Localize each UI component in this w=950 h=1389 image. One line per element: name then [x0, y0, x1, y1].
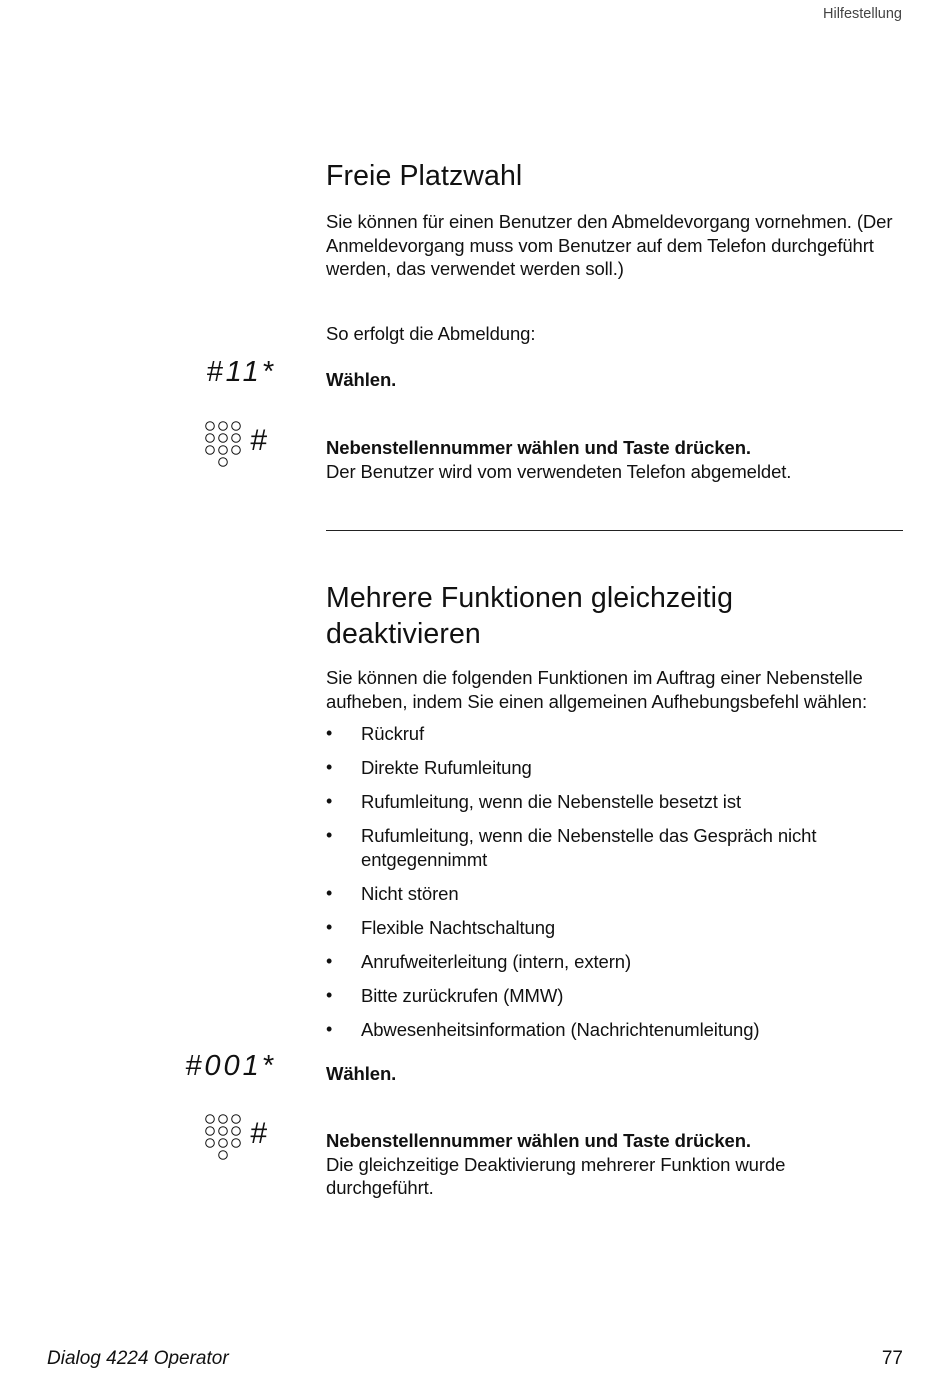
list-item: [326, 916, 916, 940]
hash-key-symbol: #: [250, 424, 267, 457]
dial-code-logout: #11*: [206, 356, 276, 388]
section-divider: [326, 530, 903, 531]
list-item: [326, 824, 916, 871]
list-item-text: Rückruf: [361, 723, 425, 744]
header-section-label: Hilfestellung: [823, 6, 902, 22]
list-item: [326, 722, 916, 746]
section-title-mehrere-funktionen: Mehrere Funktionen gleichzeitig deaktivieren: [326, 582, 734, 650]
keypad-icon: [203, 1113, 239, 1161]
dial-code-cancel-all: #001*: [185, 1050, 276, 1082]
section1-intro: Sie können für einen Benutzer den Abmeldevorgang vornehmen. (Der Anmeldevorgang muss vom Benutzer auf dem Telefon durchgeführt werden, das verwendet werden soll.): [326, 211, 893, 279]
list-item-text: Nicht stören: [361, 882, 459, 904]
list-item-text: Bitte zurückrufen (MMW): [361, 984, 564, 1006]
list-item-text: Anrufweiterleitung (intern, extern): [361, 950, 632, 972]
section1-step2: [326, 436, 916, 483]
bullet-dot: •: [326, 916, 333, 937]
list-item-text: Rufumleitung, wenn die Nebenstelle besetzt ist: [361, 791, 742, 812]
section2-intro: Sie können die folgenden Funktionen im Auftrag einer Nebenstelle aufheben, indem Sie einen allgemeinen Aufhebungsbefehl wählen:: [326, 667, 867, 712]
list-item: [326, 882, 916, 906]
page-number: 77: [881, 1348, 903, 1369]
step-instruction: Wählen.: [326, 1063, 397, 1084]
step-instruction: Nebenstellennummer wählen und Taste drücken.: [326, 437, 751, 458]
function-list: [326, 722, 916, 1052]
list-item: [326, 790, 916, 814]
step-instruction: Nebenstellennummer wählen und Taste drücken.: [326, 1130, 751, 1151]
list-item-text: Flexible Nachtschaltung: [361, 916, 556, 938]
list-item-text: Rufumleitung, wenn die Nebenstelle das Gespräch nicht entgegennimmt: [361, 825, 817, 870]
section1-step1-instruction: [326, 368, 916, 392]
section2-step1-instruction: [326, 1062, 916, 1086]
footer-document-title: Dialog 4224 Operator: [47, 1348, 229, 1369]
bullet-dot: •: [326, 984, 333, 1005]
list-item: [326, 1018, 916, 1042]
step-result: Die gleichzeitige Deaktivierung mehrerer Funktion wurde durchgeführt.: [326, 1153, 786, 1198]
section2-step2: [326, 1129, 916, 1200]
list-item: [326, 950, 916, 974]
keypad-icon: [203, 420, 239, 468]
hash-key-symbol: #: [250, 1117, 267, 1150]
bullet-dot: •: [326, 825, 333, 845]
section-title-freie-platzwahl: Freie Platzwahl: [326, 160, 523, 192]
list-item: [326, 756, 916, 780]
list-item-text: Direkte Rufumleitung: [361, 757, 532, 778]
bullet-dot: •: [326, 757, 333, 777]
bullet-dot: •: [326, 791, 333, 811]
bullet-dot: •: [326, 1018, 333, 1039]
step-instruction: Wählen.: [326, 369, 397, 390]
section1-lead: So erfolgt die Abmeldung:: [326, 323, 536, 344]
list-item: [326, 984, 916, 1008]
list-item-text: Abwesenheitsinformation (Nachrichtenumleitung): [361, 1018, 760, 1040]
bullet-dot: •: [326, 882, 333, 903]
bullet-dot: •: [326, 950, 333, 971]
step-result: Der Benutzer wird vom verwendeten Telefon abgemeldet.: [326, 460, 792, 482]
bullet-dot: •: [326, 723, 333, 743]
